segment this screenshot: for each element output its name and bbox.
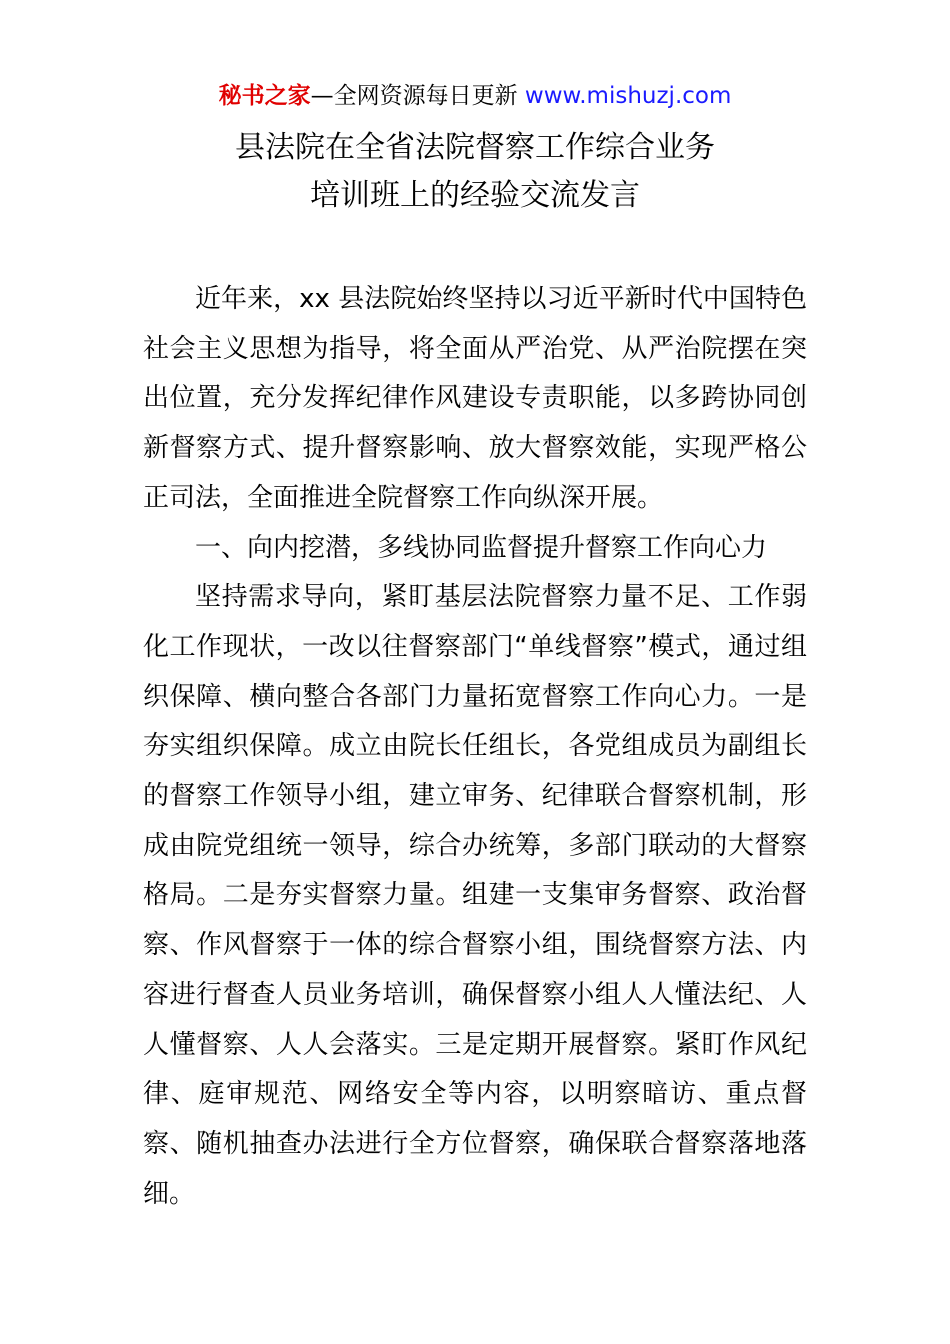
document-title-line-1: 县法院在全省法院督察工作综合业务 xyxy=(235,130,715,165)
site-header xyxy=(0,80,950,112)
site-url-link[interactable]: www.mishuzj.com xyxy=(524,83,732,109)
brand-name: 秘书之家 xyxy=(218,83,311,109)
paragraph-section-1: 坚持需求导向，紧盯基层法院督察力量不足、工作弱化工作现状，一改以往督察部门“单线督察”模式，通过组织保障、横向整合各部门力量拓宽督察工作向心力。一是夯实组织保障。成立由院长任组长，各党组成员为副组长的督察工作领导小组，建立审务、纪律联合督察机制，形成由院党组统一领导，综合办统筹，多部门联动的大督察格局。二是夯实督察力量。组建一支集审务督察、政治督察、作风督察于一体的综合督察小组，围绕督察方法、内容进行督查人员业务培训，确保督察小组人人懂法纪、人人懂督察、人人会落实。三是定期开展督察。紧盯作风纪律、庭审规范、网络安全等内容，以明察暗访、重点督察、随机抽查办法进行全方位督察，确保联合督察落地落细。 xyxy=(143,582,807,1209)
paragraph-intro: 近年来，xx 县法院始终坚持以习近平新时代中国特色社会主义思想为指导，将全面从严治党、从严治院摆在突出位置，充分发挥纪律作风建设专责职能，以多跨协同创新督察方式、提升督察影响、放大督察效能，实现严格公正司法，全面推进全院督察工作向纵深开展。 xyxy=(143,284,807,513)
document-title-line-2: 培训班上的经验交流发言 xyxy=(310,178,640,213)
header-tagline: —全网资源每日更新 xyxy=(310,83,525,109)
section-heading-1: 一、向内挖潜，多线协同监督提升督察工作向心力 xyxy=(195,532,768,563)
document-body xyxy=(143,275,807,1219)
